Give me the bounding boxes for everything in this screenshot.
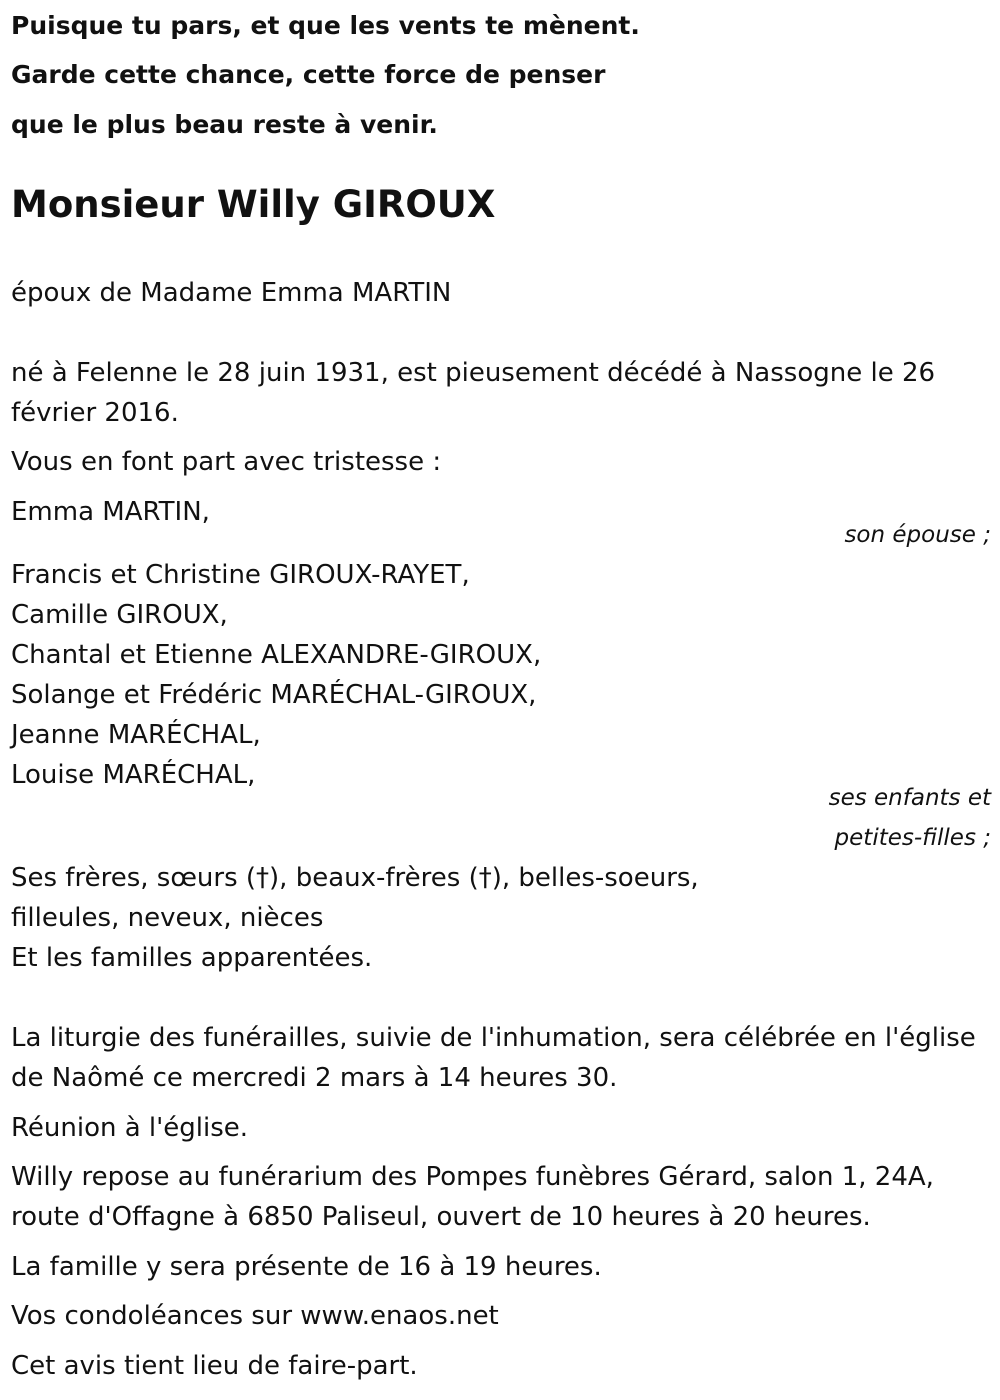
child-line-4: Solange et Frédéric MARÉCHAL-GIROUX, <box>11 680 537 710</box>
poem-line-1: Puisque tu pars, et que les vents te mènent. <box>11 11 640 40</box>
relatives-line-1: Ses frères, sœurs (†), beaux-frères (†), belles-soeurs, <box>11 863 699 893</box>
deceased-name: Monsieur Willy GIROUX <box>11 183 496 226</box>
relatives-line-3: Et les familles apparentées. <box>11 943 373 973</box>
spouse-name: Emma MARTIN, <box>11 497 210 527</box>
meeting-line: Réunion à l'église. <box>11 1113 249 1143</box>
condolences-line: Vos condoléances sur www.enaos.net <box>11 1301 499 1331</box>
child-line-1: Francis et Christine GIROUX-RAYET, <box>11 560 470 590</box>
announcement-intro: Vous en font part avec tristesse : <box>11 447 442 477</box>
children-role <box>791 778 991 858</box>
relatives-line-2: filleules, neveux, nièces <box>11 903 324 933</box>
child-line-6: Louise MARÉCHAL, <box>11 760 256 790</box>
notice-line: Cet avis tient lieu de faire-part. <box>11 1351 418 1381</box>
children-role-line-1: ses enfants et <box>828 785 991 811</box>
child-line-5: Jeanne MARÉCHAL, <box>11 720 261 750</box>
rest-details: Willy repose au funérarium des Pompes funèbres Gérard, salon 1, 24A, route d'Offagne à 6850 Paliseul, ouvert de 10 heures à 20 heures. <box>11 1162 934 1232</box>
children-role-line-2: petites-filles ; <box>834 825 991 851</box>
child-line-2: Camille GIROUX, <box>11 600 228 630</box>
spouse-line: époux de Madame Emma MARTIN <box>11 278 452 308</box>
spouse-role: son épouse ; <box>844 522 991 548</box>
family-presence-line: La famille y sera présente de 16 à 19 heures. <box>11 1252 602 1282</box>
funeral-details: La liturgie des funérailles, suivie de l'inhumation, sera célébrée en l'église de Naômé ce mercredi 2 mars à 14 heures 30. <box>11 1023 976 1093</box>
birth-death-line: né à Felenne le 28 juin 1931, est pieusement décédé à Nassogne le 26 février 2016. <box>11 358 936 428</box>
poem-line-3: que le plus beau reste à venir. <box>11 110 438 139</box>
child-line-3: Chantal et Etienne ALEXANDRE-GIROUX, <box>11 640 542 670</box>
poem-line-2: Garde cette chance, cette force de penser <box>11 60 606 89</box>
